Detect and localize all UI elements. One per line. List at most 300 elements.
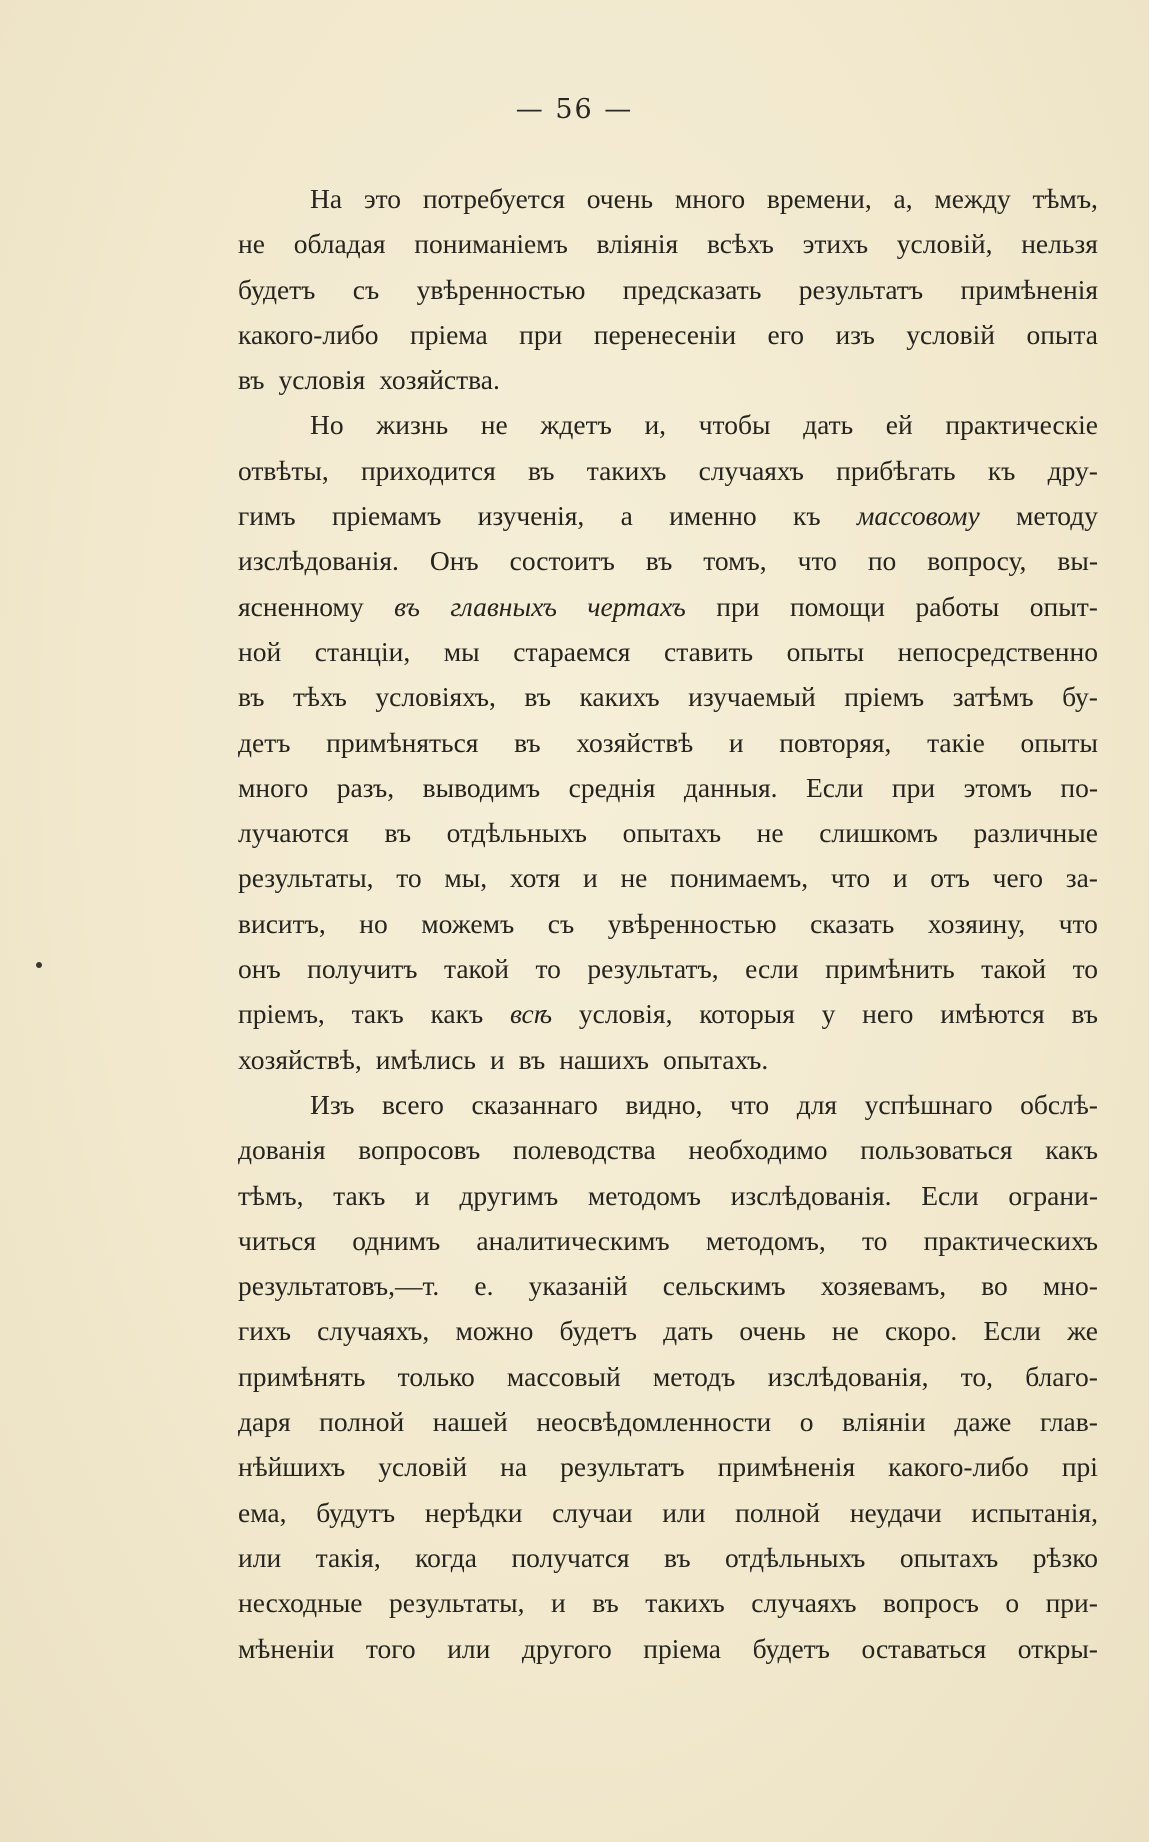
word: опытахъ — [622, 817, 722, 849]
word: помощи — [789, 590, 885, 622]
word: съ — [547, 907, 575, 939]
word: понимаемъ, — [670, 862, 809, 894]
word: онъ — [238, 953, 281, 985]
word: въ — [524, 681, 551, 713]
text-line — [238, 674, 1098, 719]
word: нерѣдки — [424, 1496, 523, 1528]
word: данныя. — [683, 771, 778, 803]
word: и — [551, 1587, 566, 1619]
word: а — [620, 500, 633, 532]
word: изъ — [835, 318, 875, 350]
text-line — [238, 1037, 1098, 1082]
word: различные — [973, 817, 1098, 849]
word: опыта — [1026, 318, 1098, 350]
word: какихъ — [579, 681, 660, 713]
word: результатовъ,—т. — [238, 1270, 440, 1302]
word: аналитическимъ — [476, 1224, 670, 1256]
word: примѣнить — [825, 953, 955, 985]
word: случаяхъ — [698, 454, 804, 486]
word: мно- — [1042, 1270, 1098, 1302]
word: такой — [444, 953, 509, 985]
word: приходится — [360, 454, 496, 486]
text-line — [238, 1082, 1098, 1127]
word: если — [745, 953, 799, 985]
word: что — [1058, 907, 1098, 939]
word: въ — [645, 545, 673, 577]
word: условіяхъ, — [375, 681, 496, 713]
word: или — [662, 1496, 706, 1528]
text-line — [238, 584, 1098, 629]
word: хозяевамъ, — [820, 1270, 947, 1302]
word: непосредственно — [897, 635, 1098, 667]
word: времени, — [766, 183, 872, 214]
word: въ — [238, 364, 265, 396]
word: отдѣльныхъ — [446, 817, 588, 849]
word: такіе — [927, 726, 985, 758]
word: очень — [739, 1315, 806, 1347]
text-line — [238, 629, 1098, 674]
word: примѣняться — [326, 726, 479, 758]
word: какъ — [1045, 1134, 1098, 1166]
text-line — [238, 1354, 1098, 1399]
word: получатся — [511, 1541, 630, 1573]
word: методу — [1015, 500, 1098, 532]
ink-speck — [36, 962, 42, 968]
word: нашихъ — [559, 1043, 649, 1075]
word: въ — [518, 1043, 546, 1075]
word: имѣются — [940, 998, 1045, 1030]
word: рѣзко — [1032, 1541, 1098, 1573]
word: массовому — [856, 500, 980, 532]
word: такъ — [351, 998, 404, 1030]
text-line — [238, 1399, 1098, 1444]
word: прі — [1061, 1451, 1098, 1483]
word: изслѣдованія. — [730, 1179, 892, 1211]
word: ставить — [664, 635, 754, 667]
word: не — [831, 1315, 859, 1347]
text-line — [238, 1444, 1098, 1489]
word: опыты — [786, 635, 865, 667]
word: случаяхъ — [751, 1587, 857, 1619]
word: главныхъ — [450, 590, 557, 622]
word: результатъ — [798, 273, 924, 305]
word: чтобы — [698, 409, 771, 441]
word: какого-либо — [238, 318, 379, 350]
word: мѣненіи — [238, 1632, 335, 1664]
text-line — [238, 1580, 1098, 1625]
text-line — [238, 1173, 1098, 1218]
word: у — [821, 998, 836, 1030]
word: когда — [415, 1541, 477, 1573]
text-line — [238, 1308, 1098, 1353]
word: всего — [382, 1088, 444, 1120]
word: такихъ — [645, 1587, 725, 1619]
word: это — [363, 183, 402, 214]
word: полной — [319, 1406, 405, 1438]
word: что — [797, 545, 837, 577]
word: пользоваться — [860, 1134, 1013, 1166]
word: не — [620, 862, 648, 894]
word: о — [799, 1406, 814, 1438]
word: разъ, — [336, 771, 395, 803]
word: за- — [1065, 862, 1098, 894]
word: результаты, — [238, 862, 374, 894]
word: въ — [527, 454, 555, 486]
word: имѣлись — [375, 1043, 476, 1075]
text-line — [238, 810, 1098, 855]
text-line — [238, 448, 1098, 493]
word: и — [489, 1043, 505, 1075]
word: ема, — [238, 1496, 287, 1528]
word: будетъ — [559, 1315, 637, 1347]
word: состоитъ — [509, 545, 615, 577]
word: дованія — [238, 1134, 326, 1166]
word: перенесеніи — [593, 318, 737, 350]
word: виситъ, — [238, 907, 326, 939]
word: даже — [954, 1406, 1012, 1438]
word: откры- — [1017, 1632, 1098, 1664]
word: которыя — [699, 998, 795, 1030]
word: опыты — [1020, 726, 1098, 758]
word: примѣнять — [238, 1360, 366, 1392]
word: и, — [644, 409, 667, 441]
word: него — [862, 998, 914, 1030]
word: тѣмъ, — [238, 1179, 304, 1211]
text-line — [238, 855, 1098, 900]
text-line — [238, 312, 1098, 357]
word: изучаемый — [688, 681, 816, 713]
word: съ — [352, 273, 380, 305]
word: условій, — [896, 228, 993, 260]
word: глав- — [1039, 1406, 1098, 1438]
word: чертахъ — [587, 590, 686, 622]
word: то — [535, 953, 561, 985]
word: очень — [586, 183, 654, 214]
word: Если — [983, 1315, 1041, 1347]
word: изслѣдованія, — [767, 1360, 929, 1392]
word: въ — [384, 817, 412, 849]
word: получитъ — [307, 953, 418, 985]
word: несходные — [238, 1587, 363, 1619]
paragraph — [238, 402, 1098, 1081]
word: детъ — [238, 726, 291, 758]
word: или — [447, 1632, 491, 1664]
word: пріема — [409, 318, 488, 350]
word: методъ — [652, 1360, 736, 1392]
word: при — [519, 318, 563, 350]
text-line — [238, 1626, 1098, 1671]
word: вопросъ — [883, 1587, 979, 1619]
word: выводимъ — [422, 771, 541, 803]
word: дать — [663, 1315, 714, 1347]
word: можемъ — [421, 907, 515, 939]
word: ной — [238, 635, 282, 667]
word: его — [767, 318, 805, 350]
word: нашей — [432, 1406, 508, 1438]
word: станціи, — [314, 635, 411, 667]
word: или — [238, 1541, 282, 1573]
word: въ — [592, 1587, 619, 1619]
word: вопросу, — [927, 545, 1027, 577]
word: о — [1005, 1587, 1020, 1619]
word: въ — [1071, 998, 1098, 1030]
word: сказать — [810, 907, 895, 939]
word: при — [891, 771, 936, 803]
word: хозяйствѣ, — [238, 1043, 362, 1075]
word: ясненному — [238, 590, 364, 622]
word: среднія — [568, 771, 656, 803]
text-line — [238, 1218, 1098, 1263]
word: затѣмъ — [952, 681, 1034, 713]
word: не — [756, 817, 784, 849]
word: отвѣты, — [238, 454, 329, 486]
word: увѣренностью — [607, 907, 777, 939]
word: гихъ — [238, 1315, 291, 1347]
word: полной — [735, 1496, 821, 1528]
word: опытахъ — [899, 1541, 999, 1573]
word: ограни- — [1008, 1179, 1098, 1211]
word: но — [359, 907, 388, 939]
word: случаи — [552, 1496, 633, 1528]
paragraph — [238, 176, 1098, 402]
word: много — [238, 771, 309, 803]
word: не — [238, 228, 265, 260]
word: при — [716, 590, 760, 622]
word: практическіе — [945, 409, 1098, 441]
word: работы — [915, 590, 1000, 622]
word: обладая — [293, 228, 386, 260]
word: изученія, — [477, 500, 585, 532]
word: успѣшнаго — [864, 1088, 993, 1120]
word: пониманіемъ — [414, 228, 568, 260]
word: пріемъ — [844, 681, 925, 713]
word: можно — [455, 1315, 534, 1347]
text-line — [238, 991, 1098, 1036]
word: того — [365, 1632, 416, 1664]
word: другимъ — [459, 1179, 559, 1211]
word: случаяхъ, — [317, 1315, 430, 1347]
word: опыт- — [1029, 590, 1098, 622]
word: потребуется — [422, 183, 565, 214]
word: даря — [238, 1406, 291, 1438]
word: этомъ — [963, 771, 1032, 803]
word: ей — [885, 409, 913, 441]
word: читься — [238, 1224, 316, 1256]
word: стараемся — [513, 635, 631, 667]
word: На — [310, 183, 343, 214]
word: массовый — [506, 1360, 621, 1392]
word: необходимо — [688, 1134, 828, 1166]
word: а, — [893, 183, 913, 214]
word: неосвѣдомленности — [536, 1406, 772, 1438]
body-text — [238, 176, 1098, 1671]
word: какого-либо — [888, 1451, 1029, 1483]
word: изслѣдованія. — [238, 545, 399, 577]
word: видно, — [625, 1088, 703, 1120]
word: результаты, — [388, 1587, 525, 1619]
word: полеводства — [512, 1134, 656, 1166]
word: жизнь — [376, 409, 449, 441]
word: лучаются — [238, 817, 349, 849]
word: бу- — [1062, 681, 1098, 713]
word: предсказать — [622, 273, 762, 305]
word: хозяину, — [927, 907, 1026, 939]
word: по- — [1060, 771, 1098, 803]
word: прибѣгать — [836, 454, 956, 486]
word: указаній — [528, 1270, 628, 1302]
word: практическихъ — [923, 1224, 1098, 1256]
word: Онъ — [429, 545, 479, 577]
text-line — [238, 176, 1098, 221]
word: Но — [310, 409, 344, 441]
word: такъ — [333, 1179, 386, 1211]
text-line — [238, 946, 1098, 991]
word: методомъ — [587, 1179, 701, 1211]
word: при- — [1045, 1587, 1098, 1619]
word: примѣненія — [717, 1451, 856, 1483]
text-line — [238, 1127, 1098, 1172]
word: другого — [521, 1632, 612, 1664]
word: условій — [378, 1451, 468, 1483]
word: отдѣльныхъ — [725, 1541, 866, 1573]
word: результатъ — [560, 1451, 685, 1483]
word: пріема — [643, 1632, 722, 1664]
word: то, — [960, 1360, 993, 1392]
word: чего — [992, 862, 1044, 894]
word: томъ, — [703, 545, 767, 577]
word: сельскимъ — [662, 1270, 786, 1302]
word: пріемамъ — [331, 500, 442, 532]
word: въ — [394, 590, 420, 622]
word: результатъ, — [587, 953, 719, 985]
word: на — [500, 1451, 528, 1483]
word: мы — [443, 635, 480, 667]
text-line — [238, 1263, 1098, 1308]
word: Изъ — [310, 1088, 355, 1120]
word: вопросовъ — [358, 1134, 481, 1166]
word: въ — [514, 726, 541, 758]
word: увѣренностью — [416, 273, 586, 305]
word: хотя — [509, 862, 561, 894]
word: дать — [803, 409, 854, 441]
word: вліяніи — [842, 1406, 926, 1438]
word: тѣмъ, — [1032, 183, 1098, 214]
word: именно — [669, 500, 757, 532]
text-line — [238, 267, 1098, 312]
word: этихъ — [802, 228, 869, 260]
word: отъ — [930, 862, 970, 894]
word: условія, — [578, 998, 673, 1030]
word: условій — [906, 318, 996, 350]
word: гимъ — [238, 500, 296, 532]
word: только — [397, 1360, 475, 1392]
word: и — [728, 726, 744, 758]
text-line — [238, 538, 1098, 583]
word: же — [1067, 1315, 1098, 1347]
word: нельзя — [1021, 228, 1098, 260]
word: обслѣ- — [1020, 1088, 1098, 1120]
paragraph — [238, 1082, 1098, 1671]
word: такихъ — [586, 454, 667, 486]
word: е. — [474, 1270, 494, 1302]
word: дру- — [1047, 454, 1098, 486]
word: къ — [792, 500, 821, 532]
word: хозяйства. — [379, 364, 500, 396]
word: вліянія — [596, 228, 679, 260]
word: условія — [278, 364, 366, 396]
page-number: — 56 — — [515, 94, 634, 125]
word: методомъ, — [705, 1224, 826, 1256]
word: такія, — [315, 1541, 381, 1573]
word: во — [981, 1270, 1008, 1302]
word: пріемъ, — [238, 998, 325, 1030]
word: въ — [664, 1541, 691, 1573]
word: Если — [921, 1179, 979, 1211]
word: для — [796, 1088, 838, 1120]
word: сказаннаго — [471, 1088, 598, 1120]
word: слишкомъ — [819, 817, 938, 849]
word: ждетъ — [540, 409, 612, 441]
word: по — [867, 545, 897, 577]
text-line — [238, 901, 1098, 946]
text-line — [238, 357, 1098, 402]
text-line — [238, 493, 1098, 538]
word: какъ — [430, 998, 484, 1030]
word: благо- — [1025, 1360, 1098, 1392]
word: повторяя, — [779, 726, 892, 758]
word: вы- — [1057, 545, 1098, 577]
word: Если — [806, 771, 864, 803]
word: что — [830, 862, 871, 894]
text-line — [238, 720, 1098, 765]
word: нѣйшихъ — [238, 1451, 346, 1483]
word: не — [480, 409, 508, 441]
word: скоро. — [884, 1315, 958, 1347]
word: и — [415, 1179, 430, 1211]
text-line — [238, 1490, 1098, 1535]
word: между — [934, 183, 1011, 214]
word: то — [1072, 953, 1098, 985]
word: хозяйствѣ — [576, 726, 694, 758]
word: оставаться — [861, 1632, 987, 1664]
word: то — [396, 862, 422, 894]
word: неудачи — [849, 1496, 942, 1528]
word: всѣхъ — [706, 228, 774, 260]
text-line — [238, 765, 1098, 810]
word: то — [861, 1224, 888, 1256]
word: будутъ — [316, 1496, 396, 1528]
word: къ — [987, 454, 1016, 486]
word: такой — [981, 953, 1047, 985]
word: будетъ — [752, 1632, 830, 1664]
word: въ — [238, 681, 265, 713]
word: однимъ — [352, 1224, 441, 1256]
text-line — [238, 402, 1098, 447]
word: будетъ — [238, 273, 316, 305]
word: испытанія, — [971, 1496, 1098, 1528]
text-line — [238, 1535, 1098, 1580]
word: всѣ — [509, 998, 553, 1030]
word: и — [583, 862, 598, 894]
word: много — [674, 183, 746, 214]
word: мы, — [444, 862, 488, 894]
word: примѣненія — [960, 273, 1098, 305]
word: что — [729, 1088, 770, 1120]
word: тѣхъ — [293, 681, 347, 713]
text-line — [238, 221, 1098, 266]
word: опытахъ. — [662, 1043, 769, 1075]
word: и — [892, 862, 908, 894]
